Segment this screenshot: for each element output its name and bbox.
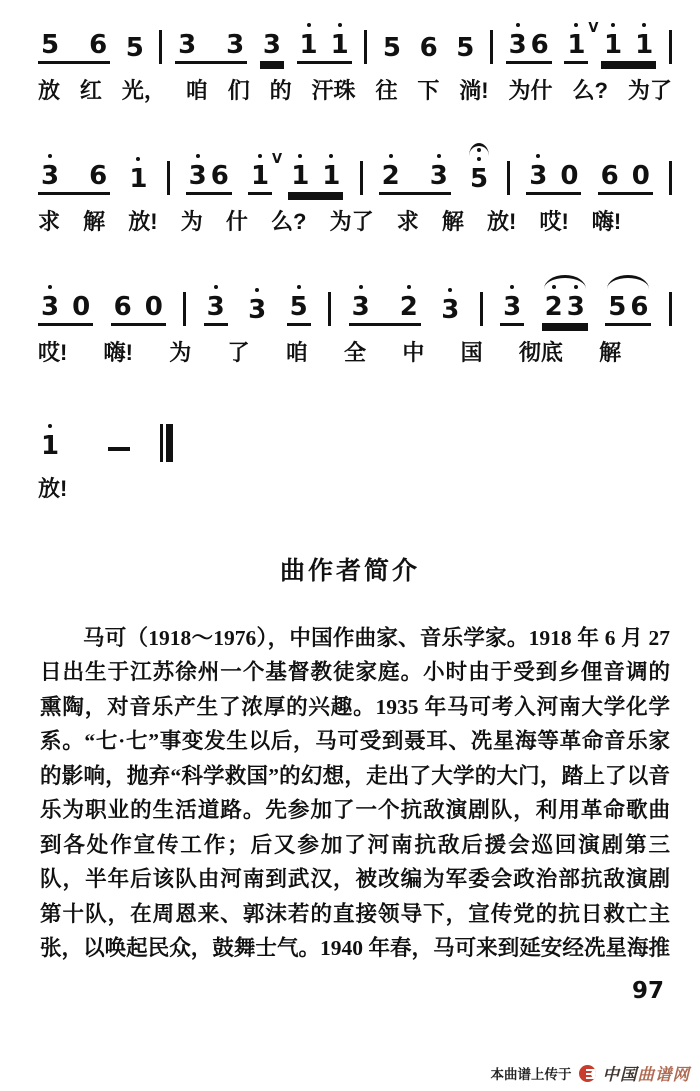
lyric-syllable: 中 — [402, 340, 425, 366]
note-group — [438, 297, 462, 326]
lyric-syllable: 咱 — [185, 78, 208, 103]
note: 3 — [189, 163, 207, 189]
note: 1 V — [250, 152, 283, 192]
octave-dot — [258, 154, 262, 158]
note: 5 — [290, 294, 308, 320]
octave-dot — [477, 157, 481, 161]
barline — [669, 30, 672, 64]
barline — [669, 161, 672, 195]
note: 3 — [509, 32, 527, 58]
note: 5 — [41, 30, 60, 60]
barline — [183, 292, 186, 326]
octave-dot — [389, 154, 393, 158]
lyric-syllable: 么? — [572, 78, 608, 103]
lyric-syllable: 汗珠 — [311, 78, 356, 103]
barline — [364, 30, 367, 64]
note: 1 — [291, 163, 309, 189]
note-group — [500, 294, 524, 326]
spacer — [130, 461, 160, 462]
music-system — [38, 137, 672, 234]
barline — [669, 292, 672, 326]
note: 1 — [331, 32, 349, 58]
octave-dot — [611, 23, 615, 27]
qupu-site-logo-icon — [579, 1065, 596, 1082]
note-group — [38, 163, 110, 195]
lyric-syllable: 下 — [417, 78, 440, 103]
note-group — [564, 21, 599, 64]
notation-row — [38, 268, 672, 326]
note-group — [204, 294, 228, 326]
note: 3 — [262, 30, 281, 60]
note: 5 — [125, 33, 144, 63]
note: 1 — [300, 32, 318, 58]
barline — [360, 161, 363, 195]
note-group — [38, 32, 110, 64]
note: 2 — [382, 163, 400, 189]
octave-dot — [196, 154, 200, 158]
note-group — [186, 163, 232, 195]
lyric-syllable: 嗨! — [591, 209, 622, 235]
octave-dot — [136, 157, 140, 161]
note: 3 — [207, 294, 225, 320]
octave-dot — [510, 285, 514, 289]
lyric-syllable: 哎! — [38, 340, 68, 366]
lyric-syllable: 为 — [180, 209, 203, 235]
octave-dot — [329, 154, 333, 158]
note-group — [542, 294, 588, 326]
lyric-syllable: 为 — [169, 340, 192, 366]
note-group — [288, 163, 343, 195]
note-group — [260, 32, 284, 64]
fermata-icon — [469, 143, 489, 156]
note: 2 — [545, 294, 563, 320]
octave-dot — [214, 285, 218, 289]
footer-site-name — [603, 1061, 691, 1085]
note: 3 — [503, 294, 521, 320]
note: 6 — [530, 30, 549, 60]
lyric-syllable: 什 — [225, 209, 248, 235]
lyrics-row — [38, 79, 672, 103]
note-group — [38, 294, 93, 326]
note: 0 — [560, 161, 579, 192]
lyric-syllable: 嗨! — [103, 340, 133, 366]
octave-dot — [642, 23, 646, 27]
note: 1 — [129, 166, 147, 192]
note: 3 — [529, 163, 547, 189]
octave-dot — [298, 154, 302, 158]
note-group — [123, 35, 147, 64]
octave-dot — [574, 285, 578, 289]
music-score — [0, 0, 700, 501]
note-group — [175, 32, 247, 64]
music-system — [38, 268, 672, 365]
lyric-syllable: 光， — [121, 78, 166, 103]
bio-line: 日出生于江苏徐州一个基督教徒家庭。小时由于受到乡俚音调的 — [40, 660, 670, 685]
barline — [328, 292, 331, 326]
barline — [167, 161, 170, 195]
octave-dot — [516, 23, 520, 27]
note-group — [605, 294, 651, 326]
bio-section-title: 曲作者简介 — [279, 556, 420, 585]
note-group — [349, 294, 421, 326]
note-group — [245, 297, 269, 326]
note-group — [506, 32, 552, 64]
lyric-syllable: 红 — [79, 78, 102, 103]
lyric-syllable: 了 — [227, 340, 250, 366]
octave-dot — [437, 154, 441, 158]
note: 3 — [226, 30, 245, 60]
note: 1 — [41, 433, 59, 459]
lyric-syllable: 为什 — [508, 78, 553, 103]
music-system — [38, 6, 672, 103]
lyric-syllable: 放! — [38, 475, 68, 501]
octave-dot — [297, 285, 301, 289]
final-barline-thick — [166, 424, 173, 462]
spacer — [62, 461, 108, 462]
note-group — [467, 166, 491, 195]
bio-line: 到各处作宣传工作；后又参加了河南抗敌后援会巡回演剧第三 — [40, 832, 670, 857]
lyrics-row — [38, 477, 672, 501]
lyric-syllable: 解 — [599, 340, 622, 366]
octave-dot — [48, 154, 52, 158]
bio-line: 乐为职业的生活道路。先参加了一个抗敌演剧队，利用革命歌曲 — [40, 798, 670, 823]
footer-site-name-light: 曲谱网 — [637, 1065, 690, 1084]
music-system — [38, 400, 672, 501]
lyric-syllable: 解 — [441, 209, 464, 235]
lyric-syllable: 放 — [38, 78, 61, 103]
note-group — [126, 166, 150, 195]
octave-dot — [448, 288, 452, 292]
barline — [507, 161, 510, 195]
note: 5 — [470, 166, 488, 192]
note: 6 — [89, 161, 108, 192]
lyric-syllable: 为了 — [329, 209, 374, 235]
octave-dot — [338, 23, 342, 27]
lyric-syllable: 淌! — [459, 78, 489, 103]
note-group — [297, 32, 352, 64]
bio-line: 张，以唤起民众，鼓舞士气。1940 年春，马可来到延安经冼星海推 — [40, 936, 670, 961]
lyric-syllable: 国 — [460, 340, 483, 366]
note: 3 — [41, 163, 59, 189]
note: 6 — [630, 292, 649, 323]
note: 3 — [41, 294, 59, 320]
note: 0 — [144, 292, 163, 323]
note-group — [111, 294, 166, 326]
lyric-syllable: 的 — [269, 78, 292, 103]
note: 5 — [382, 33, 401, 63]
note: 2 — [400, 294, 418, 320]
note: 6 — [600, 161, 619, 192]
note-group — [380, 35, 404, 64]
note: 3 — [178, 30, 197, 60]
lyric-syllable: 求 — [396, 209, 419, 235]
octave-dot — [552, 285, 556, 289]
lyric-syllable: 放! — [487, 209, 517, 235]
lyric-syllable: 求 — [38, 209, 61, 235]
footer — [491, 1061, 691, 1085]
page-number: 97 — [631, 977, 664, 1004]
note: 5 — [456, 33, 475, 63]
final-barline-thin — [160, 424, 163, 462]
octave-dot — [407, 285, 411, 289]
barline — [159, 30, 162, 64]
note: 6 — [89, 30, 108, 60]
barline — [480, 292, 483, 326]
octave-dot — [307, 23, 311, 27]
lyrics-row — [38, 210, 621, 234]
note-group — [287, 294, 311, 326]
note: 1 — [635, 32, 653, 58]
note: 1 — [322, 163, 340, 189]
note: 5 — [608, 292, 627, 323]
note: 3 — [352, 294, 370, 320]
octave-dot — [48, 285, 52, 289]
lyric-syllable: 们 — [227, 78, 250, 103]
octave-dot — [536, 154, 540, 158]
note: 1 V — [567, 21, 599, 60]
lyric-syllable: 彻底 — [518, 340, 563, 366]
lyric-syllable: 往 — [375, 78, 398, 103]
note-group — [526, 163, 581, 195]
bio-line: 系。“七·七”事变发生以后，马可受到聂耳、冼星海等革命音乐家 — [40, 729, 670, 754]
note-group — [38, 430, 62, 462]
bio-line: 第十队，在周恩来、郭沫若的直接领导下，宣传党的抗日救亡主 — [40, 901, 670, 926]
bio-line: 熏陶，对音乐产生了浓厚的兴趣。1935 年马可考入河南大学化学 — [40, 694, 670, 719]
lyric-syllable: 放! — [128, 209, 158, 235]
note: 6 — [210, 161, 229, 192]
note-group — [601, 32, 656, 64]
lyric-syllable: 全 — [344, 340, 367, 366]
note: 0 — [72, 292, 91, 323]
note: 3 — [567, 294, 585, 320]
lyric-syllable: 解 — [83, 209, 106, 235]
footer-upload-text: 本曲谱上传于 — [490, 1067, 572, 1082]
lyric-syllable: 哎! — [539, 209, 569, 235]
note: 3 — [430, 163, 448, 189]
breath-mark: V — [272, 152, 283, 168]
lyric-syllable: 咱 — [285, 340, 308, 366]
bio-line: 马可（1918～1976），中国作曲家、音乐学家。1918 年 6 月 27 — [83, 625, 670, 650]
note-group — [417, 35, 441, 64]
note-group — [248, 152, 283, 195]
note: 6 — [113, 292, 132, 323]
bio-paragraph — [40, 621, 670, 966]
octave-dot — [359, 285, 363, 289]
lyrics-row — [38, 341, 621, 365]
note: 3 — [441, 297, 459, 323]
barline — [490, 30, 493, 64]
footer-site-name-dark: 中国 — [602, 1065, 638, 1084]
note: 0 — [631, 161, 650, 192]
notation-row — [38, 137, 672, 195]
octave-dot — [255, 288, 259, 292]
note-group — [453, 35, 477, 64]
note-group — [598, 163, 653, 195]
breath-mark: V — [588, 21, 599, 36]
note-group — [379, 163, 451, 195]
octave-dot — [48, 424, 52, 428]
final-barline — [160, 424, 173, 462]
bio-line: 队，半年后该队由河南到武汉，被改编为军委会政治部抗敌演剧 — [40, 867, 670, 892]
notation-row — [38, 6, 672, 64]
notation-row — [38, 400, 672, 462]
lyric-syllable: 为了 — [627, 78, 672, 103]
note: 3 — [248, 297, 266, 323]
note: 6 — [419, 33, 438, 63]
note: 1 — [604, 32, 622, 58]
octave-dot — [574, 23, 578, 27]
lyric-syllable: 么? — [271, 209, 307, 235]
duration-dash — [108, 447, 130, 451]
bio-line: 的影响，抛弃“科学救国”的幻想，走出了大学的大门，踏上了以音 — [40, 763, 670, 788]
